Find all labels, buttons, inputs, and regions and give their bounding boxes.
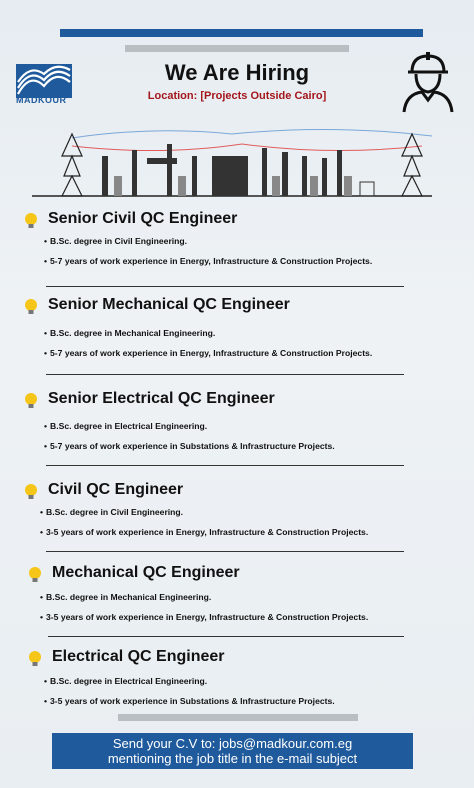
job-title: Senior Civil QC Engineer bbox=[48, 210, 238, 227]
top-divider-bar bbox=[125, 45, 349, 52]
job-requirement: • 3-5 years of work experience in Energy, Infrastructure & Construction Projects. bbox=[40, 527, 368, 537]
job-title: Senior Mechanical QC Engineer bbox=[48, 296, 290, 313]
job-requirement: • B.Sc. degree in Civil Engineering. bbox=[44, 236, 187, 246]
section-divider bbox=[48, 636, 404, 637]
lightbulb-icon bbox=[28, 566, 42, 584]
job-requirement: • B.Sc. degree in Civil Engineering. bbox=[40, 507, 183, 517]
substation-illustration bbox=[32, 126, 444, 198]
apply-email-line: Send your C.V to: jobs@madkour.com.eg bbox=[112, 736, 353, 751]
lightbulb-icon bbox=[24, 298, 38, 316]
section-divider bbox=[46, 551, 404, 552]
lightbulb-icon bbox=[28, 650, 42, 668]
job-title: Mechanical QC Engineer bbox=[52, 564, 240, 581]
job-requirement: • 3-5 years of work experience in Energy, Infrastructure & Construction Projects. bbox=[40, 612, 368, 622]
job-requirement: • B.Sc. degree in Mechanical Engineering. bbox=[40, 592, 211, 602]
lightbulb-icon bbox=[24, 483, 38, 501]
job-title: Senior Electrical QC Engineer bbox=[48, 390, 275, 407]
page-title: We Are Hiring bbox=[164, 60, 310, 85]
job-requirement: • 3-5 years of work experience in Substations & Infrastructure Projects. bbox=[44, 696, 335, 706]
worker-helmet-icon bbox=[400, 50, 456, 114]
job-requirement: • B.Sc. degree in Electrical Engineering. bbox=[44, 676, 207, 686]
job-requirement: • 5-7 years of work experience in Energy, Infrastructure & Construction Projects. bbox=[44, 256, 372, 266]
bottom-divider-bar bbox=[118, 714, 358, 721]
section-divider bbox=[46, 374, 404, 375]
apply-instruction-line: mentioning the job title in the e-mail subject bbox=[107, 751, 358, 766]
job-requirement: • B.Sc. degree in Electrical Engineering. bbox=[44, 421, 207, 431]
job-title: Electrical QC Engineer bbox=[52, 648, 225, 665]
job-requirement: • 5-7 years of work experience in Energy, Infrastructure & Construction Projects. bbox=[44, 348, 372, 358]
logo-text: MADKOUR bbox=[16, 95, 67, 105]
top-accent-bar bbox=[60, 29, 423, 37]
job-requirement: • 5-7 years of work experience in Substations & Infrastructure Projects. bbox=[44, 441, 335, 451]
apply-banner bbox=[52, 733, 413, 769]
job-title: Civil QC Engineer bbox=[48, 481, 184, 498]
location-subtitle: Location: [Projects Outside Cairo] bbox=[147, 90, 327, 102]
section-divider bbox=[46, 286, 404, 287]
section-divider bbox=[46, 465, 404, 466]
lightbulb-icon bbox=[24, 212, 38, 230]
lightbulb-icon bbox=[24, 392, 38, 410]
job-requirement: • B.Sc. degree in Mechanical Engineering. bbox=[44, 328, 215, 338]
